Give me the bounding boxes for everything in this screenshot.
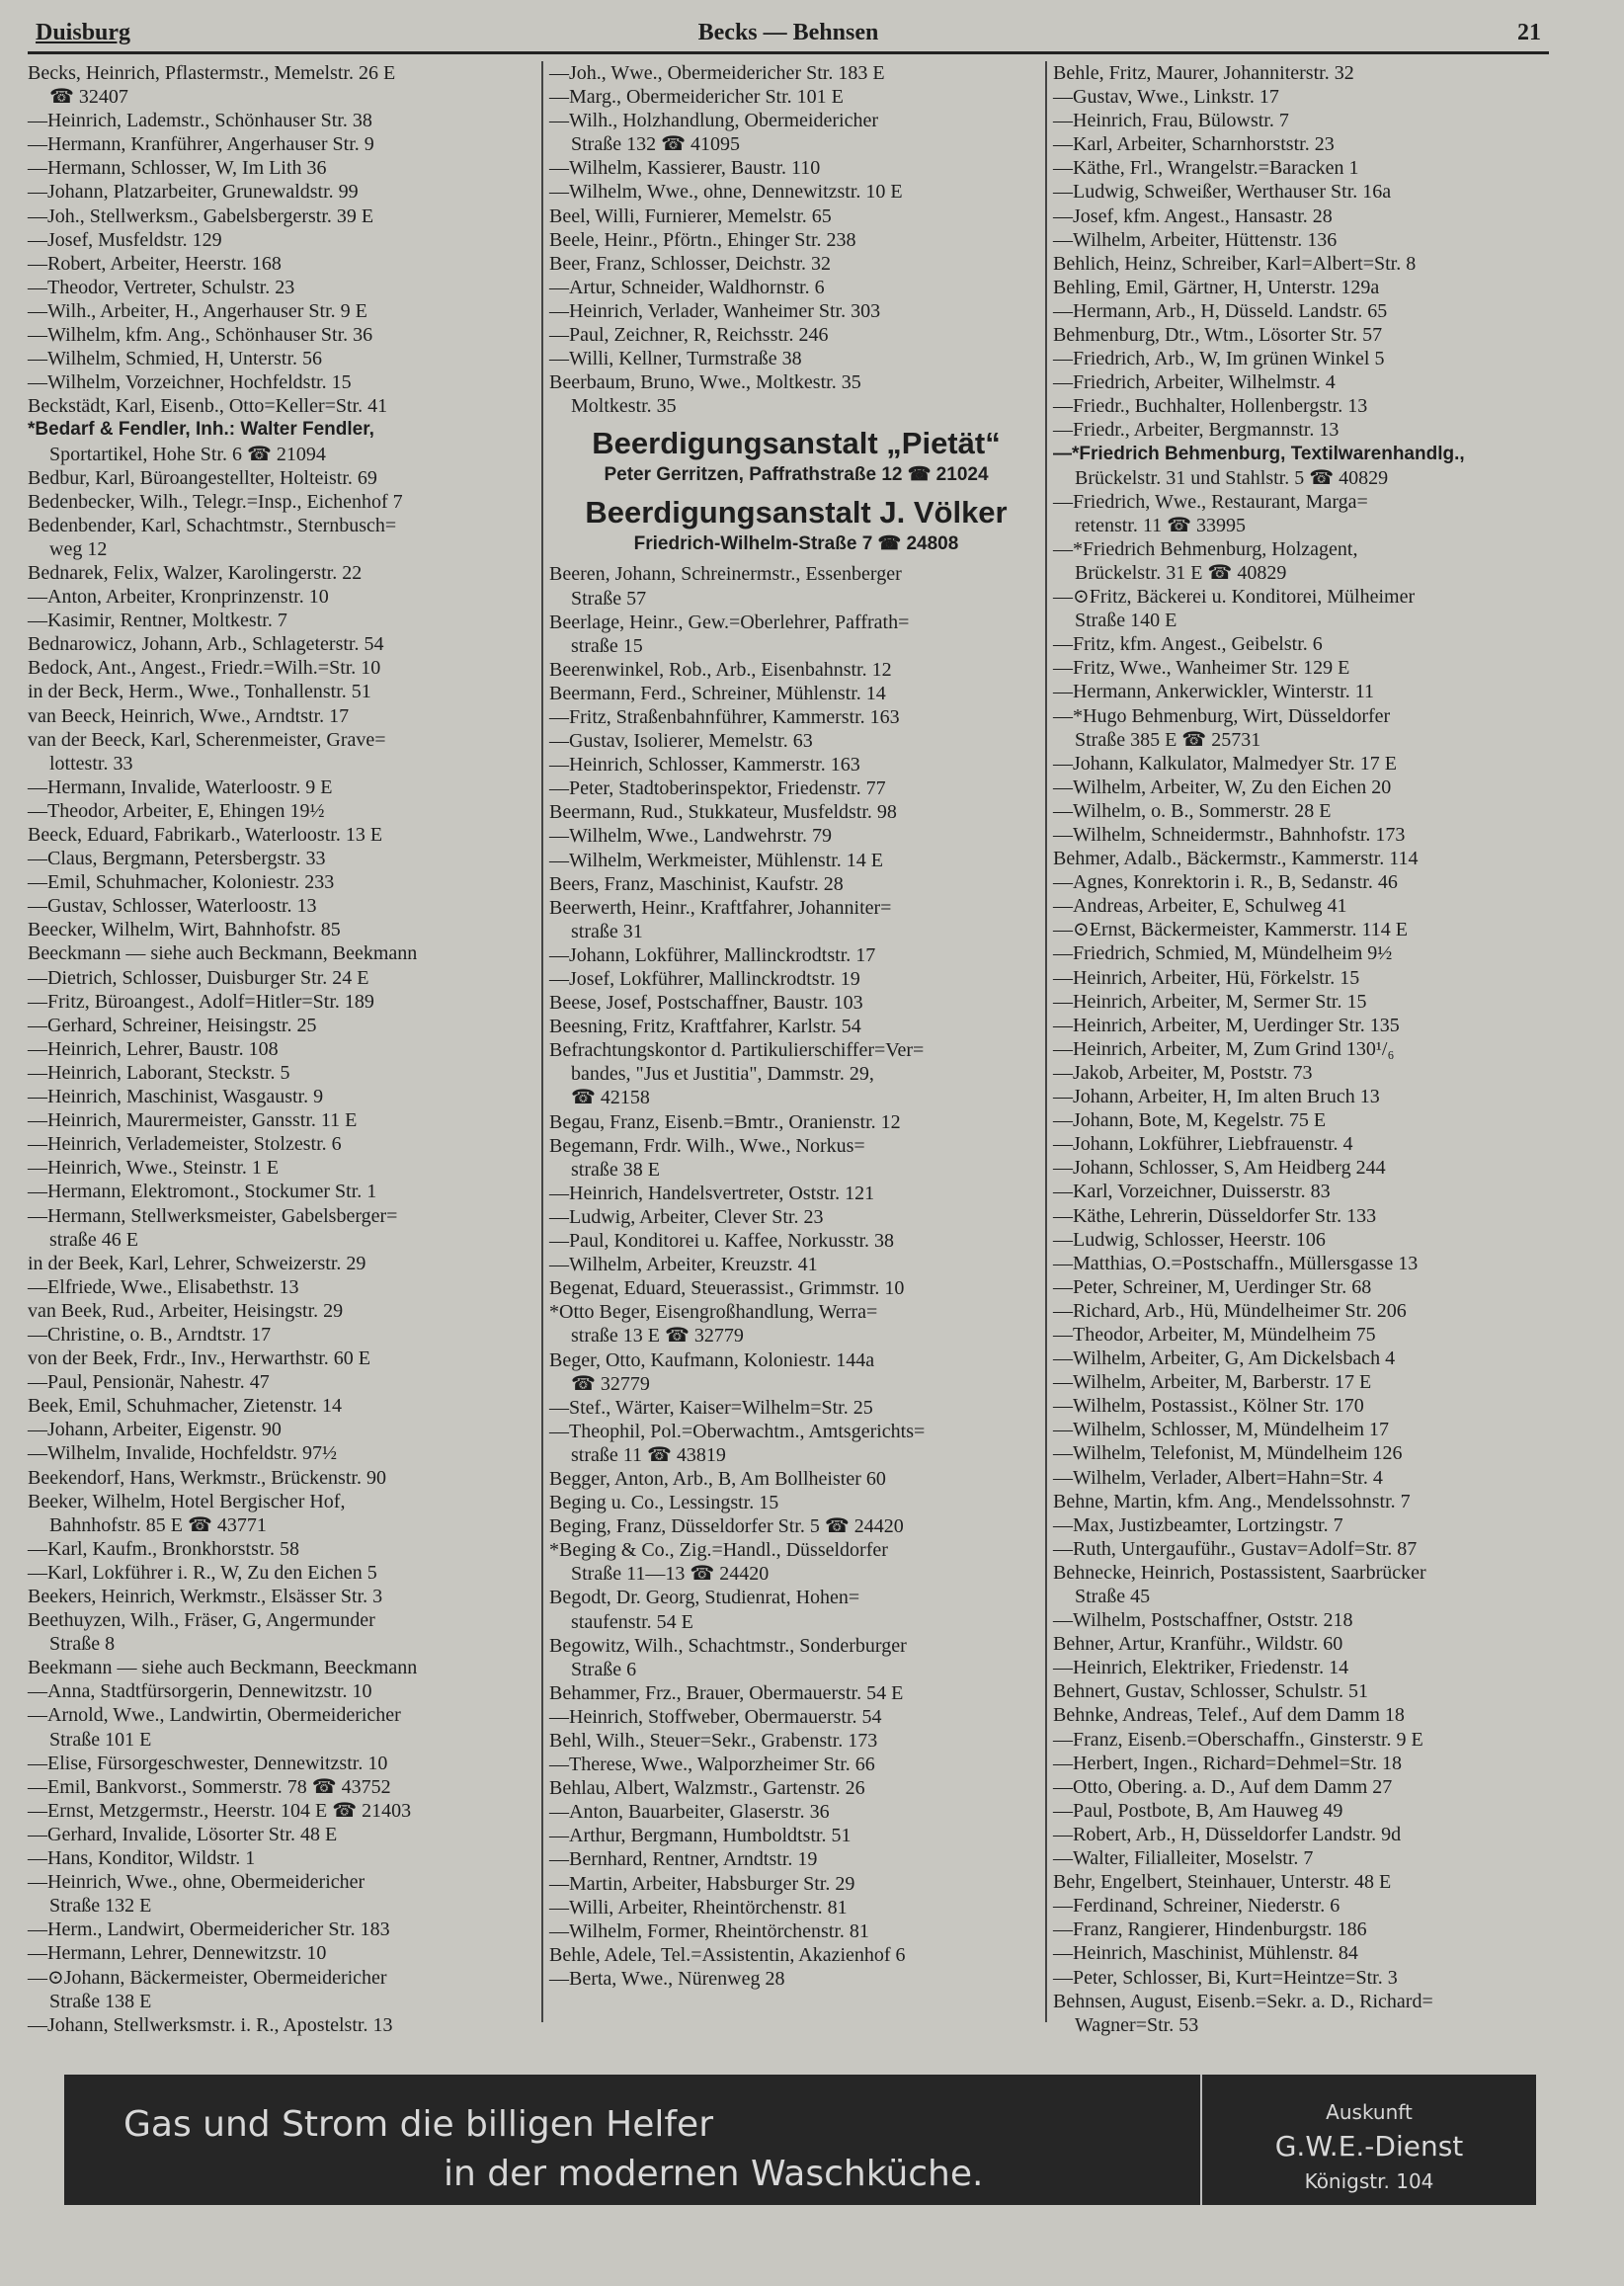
directory-entry: —Ludwig, Arbeiter, Clever Str. 23 bbox=[549, 1205, 824, 1228]
directory-entry: —Wilhelm, Postschaffner, Oststr. 218 bbox=[1053, 1609, 1353, 1632]
entry-continuation-line: Straße 138 E bbox=[49, 1990, 152, 2012]
directory-entry: —Wilhelm, Schmied, H, Unterstr. 56 bbox=[28, 348, 323, 370]
directory-entry: —Ferdinand, Schreiner, Niederstr. 6 bbox=[1053, 1895, 1340, 1918]
entry-continuation-line: straße 31 bbox=[571, 920, 643, 942]
directory-entry: —Johann, Lokführer, Mallinckrodtstr. 17 bbox=[549, 943, 876, 966]
ad-address: Peter Gerritzen, Paffrathstraße 12 ☎ 21024 bbox=[604, 464, 989, 486]
directory-entry: —Paul, Pensionär, Nahestr. 47 bbox=[28, 1371, 270, 1394]
directory-entry: —Heinrich, Arbeiter, Hü, Förkelstr. 15 bbox=[1053, 966, 1360, 989]
directory-entry: —*Friedrich Behmenburg, Holzagent, bbox=[1053, 537, 1358, 560]
directory-entry: —Gerhard, Schreiner, Heisingstr. 25 bbox=[28, 1014, 317, 1036]
entry-continuation-line: straße 15 bbox=[571, 634, 643, 657]
directory-entry: —Martin, Arbeiter, Habsburger Str. 29 bbox=[549, 1872, 855, 1895]
directory-entry: —Wilh., Holzhandlung, Obermeidericher bbox=[549, 110, 878, 132]
directory-entry: —Theodor, Arbeiter, M, Mündelheim 75 bbox=[1053, 1323, 1376, 1346]
directory-entry: —Heinrich, Maschinist, Wasgaustr. 9 bbox=[28, 1086, 324, 1108]
directory-entry: Beerlage, Heinr., Gew.=Oberlehrer, Paffrath= bbox=[549, 611, 910, 633]
directory-entry: Begger, Anton, Arb., B, Am Bollheister 60 bbox=[549, 1467, 886, 1490]
directory-entry: Behnsen, August, Eisenb.=Sekr. a. D., Richard= bbox=[1053, 1990, 1433, 2012]
directory-entry: —Peter, Schreiner, M, Uerdinger Str. 68 bbox=[1053, 1275, 1372, 1298]
directory-entry: —*Friedrich Behmenburg, Textilwarenhandlg., bbox=[1053, 443, 1465, 464]
directory-entry: van der Beeck, Karl, Scherenmeister, Grave= bbox=[28, 728, 386, 751]
directory-entry: —Max, Justizbeamter, Lortzingstr. 7 bbox=[1053, 1513, 1343, 1536]
directory-entry: —Stef., Wärter, Kaiser=Wilhelm=Str. 25 bbox=[549, 1396, 873, 1419]
directory-entry: —Anton, Bauarbeiter, Glaserstr. 36 bbox=[549, 1801, 830, 1824]
directory-entry: —Heinrich, Arbeiter, M, Zum Grind 130¹/₆ bbox=[1053, 1037, 1395, 1060]
directory-entry: Bednarek, Felix, Walzer, Karolingerstr. 22 bbox=[28, 561, 363, 584]
directory-entry: Beerwerth, Heinr., Kraftfahrer, Johanniter= bbox=[549, 896, 892, 919]
directory-entry: —Otto, Obering. a. D., Auf dem Damm 27 bbox=[1053, 1775, 1393, 1798]
directory-entry: —Karl, Vorzeichner, Duisserstr. 83 bbox=[1053, 1181, 1331, 1203]
directory-entry: —Wilhelm, Arbeiter, Hüttenstr. 136 bbox=[1053, 228, 1338, 251]
directory-entry: —Wilhelm, Arbeiter, G, Am Dickelsbach 4 bbox=[1053, 1347, 1396, 1370]
directory-entry: Becks, Heinrich, Pflastermstr., Memelstr. 26 E bbox=[28, 62, 396, 84]
directory-entry: —⊙Johann, Bäckermeister, Obermeidericher bbox=[28, 1966, 387, 1989]
directory-entry: Behr, Engelbert, Steinhauer, Unterstr. 48 E bbox=[1053, 1871, 1392, 1894]
directory-entry: —Heinrich, Frau, Bülowstr. 7 bbox=[1053, 110, 1289, 132]
page-number: 21 bbox=[1517, 20, 1541, 45]
directory-entry: —Theophil, Pol.=Oberwachtm., Amtsgerichts= bbox=[549, 1420, 926, 1442]
entry-continuation-line: Brückelstr. 31 und Stahlstr. 5 ☎ 40829 bbox=[1075, 466, 1389, 489]
directory-entry: —Hermann, Schlosser, W, Im Lith 36 bbox=[28, 157, 327, 180]
directory-entry: —Paul, Konditorei u. Kaffee, Norkusstr. 38 bbox=[549, 1230, 895, 1253]
directory-entry: —Josef, Lokführer, Mallinckrodtstr. 19 bbox=[549, 968, 860, 990]
directory-entry: Behnecke, Heinrich, Postassistent, Saarbrücker bbox=[1053, 1561, 1426, 1584]
page-header bbox=[28, 14, 1549, 54]
directory-entry: —Walter, Filialleiter, Moselstr. 7 bbox=[1053, 1847, 1314, 1870]
directory-entry: —Willi, Kellner, Turmstraße 38 bbox=[549, 348, 802, 370]
directory-entry: Behnke, Andreas, Telef., Auf dem Damm 18 bbox=[1053, 1704, 1405, 1727]
directory-entry: —Friedr., Arbeiter, Bergmannstr. 13 bbox=[1053, 419, 1340, 442]
directory-entry: —⊙Ernst, Bäckermeister, Kammerstr. 114 E bbox=[1053, 919, 1409, 941]
directory-entry: Behlau, Albert, Walzmstr., Gartenstr. 26 bbox=[549, 1777, 865, 1800]
directory-entry: —Karl, Arbeiter, Scharnhorststr. 23 bbox=[1053, 133, 1335, 156]
directory-entry: *Bedarf & Fendler, Inh.: Walter Fendler, bbox=[28, 419, 374, 441]
directory-entry: Begodt, Dr. Georg, Studienrat, Hohen= bbox=[549, 1587, 860, 1609]
directory-entry: Beekmann — siehe auch Beckmann, Beeckmann bbox=[28, 1657, 418, 1679]
directory-entry: —Arthur, Bergmann, Humboldtstr. 51 bbox=[549, 1825, 852, 1847]
directory-entry: Behle, Fritz, Maurer, Johanniterstr. 32 bbox=[1053, 62, 1354, 84]
directory-entry: Beermann, Ferd., Schreiner, Mühlenstr. 14 bbox=[549, 682, 886, 704]
directory-entry: —Therese, Wwe., Walporzheimer Str. 66 bbox=[549, 1754, 875, 1776]
directory-entry: —Wilhelm, Wwe., Landwehrstr. 79 bbox=[549, 825, 832, 848]
directory-entry: —Arnold, Wwe., Landwirtin, Obermeidericher bbox=[28, 1704, 401, 1727]
directory-entry: —Fritz, Büroangest., Adolf=Hitler=Str. 189 bbox=[28, 990, 374, 1013]
directory-entry: Beeren, Johann, Schreinermstr., Essenberger bbox=[549, 563, 902, 586]
entry-continuation-line: Straße 140 E bbox=[1075, 610, 1177, 632]
entry-continuation-line: Straße 132 ☎ 41095 bbox=[571, 133, 741, 156]
directory-entry: Beekendorf, Hans, Werkmstr., Brückenstr. 90 bbox=[28, 1466, 386, 1489]
directory-entry: in der Beek, Karl, Lehrer, Schweizerstr. 29 bbox=[28, 1252, 366, 1274]
directory-entry: —Ludwig, Schlosser, Heerstr. 106 bbox=[1053, 1228, 1326, 1251]
directory-entry: van Beek, Rud., Arbeiter, Heisingstr. 29 bbox=[28, 1299, 344, 1322]
entry-continuation-line: Straße 132 E bbox=[49, 1895, 152, 1918]
directory-entry: —Gerhard, Invalide, Lösorter Str. 48 E bbox=[28, 1823, 338, 1845]
advertisement-pietaet bbox=[549, 424, 1043, 487]
directory-entry: —Johann, Arbeiter, H, Im alten Bruch 13 bbox=[1053, 1086, 1380, 1108]
directory-entry: —Matthias, O.=Postschaffn., Müllersgasse 13 bbox=[1053, 1252, 1419, 1274]
directory-entry: Begowitz, Wilh., Schachtmstr., Sonderburger bbox=[549, 1634, 907, 1657]
directory-entry: —Elise, Fürsorgeschwester, Dennewitzstr. 10 bbox=[28, 1752, 388, 1774]
directory-entry: Beckstädt, Karl, Eisenb., Otto=Keller=Str. 41 bbox=[28, 395, 388, 418]
directory-entry: —Johann, Lokführer, Liebfrauenstr. 4 bbox=[1053, 1133, 1353, 1156]
entry-continuation-line: Brückelstr. 31 E ☎ 40829 bbox=[1075, 561, 1287, 584]
directory-entry: Beeker, Wilhelm, Hotel Bergischer Hof, bbox=[28, 1490, 346, 1512]
directory-entry: —Christine, o. B., Arndtstr. 17 bbox=[28, 1323, 272, 1346]
entry-continuation-line: Sportartikel, Hohe Str. 6 ☎ 21094 bbox=[49, 443, 326, 465]
directory-entry: —Jakob, Arbeiter, M, Poststr. 73 bbox=[1053, 1061, 1313, 1084]
directory-entry: —Claus, Bergmann, Petersbergstr. 33 bbox=[28, 848, 326, 870]
directory-entry: —Willi, Arbeiter, Rheintörchenstr. 81 bbox=[549, 1896, 848, 1919]
directory-entry: Beers, Franz, Maschinist, Kaufstr. 28 bbox=[549, 872, 844, 895]
ad-title: Beerdigungsanstalt J. Völker bbox=[585, 495, 1008, 531]
directory-entry: Beeck, Eduard, Fabrikarb., Waterloostr. 13 E bbox=[28, 824, 383, 846]
directory-entry: —Andreas, Arbeiter, E, Schulweg 41 bbox=[1053, 895, 1347, 918]
entry-continuation-line: Straße 11—13 ☎ 24420 bbox=[571, 1563, 770, 1586]
directory-entry: in der Beck, Herm., Wwe., Tonhallenstr. 51 bbox=[28, 681, 371, 703]
directory-entry: —Hans, Konditor, Wildstr. 1 bbox=[28, 1847, 256, 1870]
directory-entry: —Hermann, Lehrer, Dennewitzstr. 10 bbox=[28, 1942, 327, 1965]
entry-continuation-line: Wagner=Str. 53 bbox=[1075, 2013, 1199, 2036]
directory-entry: —Bernhard, Rentner, Arndtstr. 19 bbox=[549, 1848, 818, 1871]
entry-continuation-line: straße 38 E bbox=[571, 1158, 660, 1181]
directory-entry: —Heinrich, Maschinist, Mühlenstr. 84 bbox=[1053, 1942, 1358, 1965]
directory-entry: —Käthe, Lehrerin, Düsseldorfer Str. 133 bbox=[1053, 1204, 1377, 1227]
directory-entry: —Agnes, Konrektorin i. R., B, Sedanstr. 46 bbox=[1053, 871, 1398, 894]
directory-entry: —Heinrich, Wwe., ohne, Obermeidericher bbox=[28, 1871, 365, 1894]
directory-entry: —Gustav, Schlosser, Waterloostr. 13 bbox=[28, 895, 317, 918]
directory-entry: —Robert, Arbeiter, Heerstr. 168 bbox=[28, 252, 282, 275]
directory-entry: —Johann, Platzarbeiter, Grunewaldstr. 99 bbox=[28, 181, 359, 204]
ad-title: Beerdigungsanstalt „Pietät“ bbox=[592, 426, 1001, 461]
directory-entry: Beecker, Wilhelm, Wirt, Bahnhofstr. 85 bbox=[28, 919, 341, 941]
directory-entry: —Hermann, Stellwerksmeister, Gabelsberger= bbox=[28, 1204, 398, 1227]
banner-info-label: Auskunft bbox=[1326, 2100, 1413, 2124]
directory-entry: —Emil, Schuhmacher, Koloniestr. 233 bbox=[28, 871, 335, 894]
directory-entry: Beese, Josef, Postschaffner, Baustr. 103 bbox=[549, 992, 863, 1015]
directory-entry: —Johann, Stellwerksmstr. i. R., Apostelstr. 13 bbox=[28, 2013, 393, 2036]
directory-entry: —Wilhelm, Arbeiter, Kreuzstr. 41 bbox=[549, 1254, 818, 1276]
directory-entry: —Heinrich, Laborant, Steckstr. 5 bbox=[28, 1061, 290, 1084]
entry-continuation-line: Straße 45 bbox=[1075, 1586, 1151, 1607]
entry-continuation-line: straße 11 ☎ 43819 bbox=[571, 1443, 726, 1466]
entry-continuation-line: straße 46 E bbox=[49, 1228, 138, 1251]
directory-entry: —Elfriede, Wwe., Elisabethstr. 13 bbox=[28, 1275, 299, 1298]
directory-entry: —Artur, Schneider, Waldhornstr. 6 bbox=[549, 276, 825, 298]
banner-slogan-line-2: in der modernen Waschküche. bbox=[444, 2154, 984, 2194]
directory-entry: —Heinrich, Lademstr., Schönhauser Str. 38 bbox=[28, 110, 372, 132]
directory-entry: —Heinrich, Schlosser, Kammerstr. 163 bbox=[549, 754, 860, 776]
directory-entry: —⊙Fritz, Bäckerei u. Konditorei, Mülheimer bbox=[1053, 586, 1416, 609]
directory-entry: Behmer, Adalb., Bäckermstr., Kammerstr. 114 bbox=[1053, 848, 1419, 870]
directory-entry: —Hermann, Ankerwickler, Winterstr. 11 bbox=[1053, 681, 1374, 703]
directory-entry: Beging u. Co., Lessingstr. 15 bbox=[549, 1492, 779, 1514]
directory-entry: Beele, Heinr., Pförtn., Ehinger Str. 238 bbox=[549, 228, 856, 251]
directory-entry: —Herm., Landwirt, Obermeidericher Str. 183 bbox=[28, 1919, 390, 1941]
directory-entry: —Heinrich, Lehrer, Baustr. 108 bbox=[28, 1037, 279, 1060]
entry-continuation-line: ☎ 32779 bbox=[571, 1372, 650, 1395]
directory-entry: —Anna, Stadtfürsorgerin, Dennewitzstr. 10 bbox=[28, 1680, 372, 1703]
directory-entry: Bedenbender, Karl, Schachtmstr., Sternbusch= bbox=[28, 514, 397, 536]
entry-continuation-line: Moltkestr. 35 bbox=[571, 395, 677, 418]
directory-entry: Beethuyzen, Wilh., Fräser, G, Angermunder bbox=[28, 1609, 375, 1632]
directory-entry: —Wilhelm, Schneidermstr., Bahnhofstr. 173 bbox=[1053, 824, 1406, 846]
advertisement-voelker bbox=[549, 493, 1043, 556]
directory-entry: *Otto Beger, Eisengroßhandlung, Werra= bbox=[549, 1301, 878, 1324]
directory-column-2 bbox=[541, 61, 1043, 2022]
directory-entry: Behammer, Frz., Brauer, Obermauerstr. 54 E bbox=[549, 1681, 904, 1704]
ad-address: Friedrich-Wilhelm-Straße 7 ☎ 24808 bbox=[633, 533, 959, 555]
directory-entry: —Wilhelm, o. B., Sommerstr. 28 E bbox=[1053, 799, 1332, 822]
directory-entry: —Joh., Stellwerksm., Gabelsbergerstr. 39 E bbox=[28, 204, 374, 227]
entry-continuation-line: weg 12 bbox=[49, 537, 108, 560]
entry-continuation-line: Straße 57 bbox=[571, 587, 647, 610]
directory-entry: —Kasimir, Rentner, Moltkestr. 7 bbox=[28, 610, 287, 632]
directory-entry: —Franz, Eisenb.=Oberschaffn., Ginsterstr. 9 E bbox=[1053, 1728, 1423, 1751]
directory-entry: —Hermann, Kranführer, Angerhauser Str. 9 bbox=[28, 133, 374, 156]
directory-entry: Beeckmann — siehe auch Beckmann, Beekmann bbox=[28, 942, 418, 965]
directory-entry: —Marg., Obermeidericher Str. 101 E bbox=[549, 86, 844, 109]
directory-entry: —Berta, Wwe., Nürenweg 28 bbox=[549, 1967, 785, 1990]
directory-entry: —*Hugo Behmenburg, Wirt, Düsseldorfer bbox=[1053, 704, 1391, 727]
directory-entry: —Wilhelm, Arbeiter, W, Zu den Eichen 20 bbox=[1053, 776, 1392, 798]
directory-entry: —Fritz, Wwe., Wanheimer Str. 129 E bbox=[1053, 657, 1350, 680]
directory-column-1 bbox=[28, 61, 531, 2037]
directory-entry: —Emil, Bankvorst., Sommerstr. 78 ☎ 43752 bbox=[28, 1775, 391, 1798]
directory-entry: —Heinrich, Stoffweber, Obermauerstr. 54 bbox=[549, 1705, 882, 1728]
directory-entry: —Heinrich, Handelsvertreter, Oststr. 121 bbox=[549, 1182, 875, 1204]
directory-entry: Behl, Wilh., Steuer=Sekr., Grabenstr. 173 bbox=[549, 1730, 878, 1752]
directory-entry: —Wilhelm, Werkmeister, Mühlenstr. 14 E bbox=[549, 849, 884, 871]
directory-entry: Begemann, Frdr. Wilh., Wwe., Norkus= bbox=[549, 1134, 865, 1157]
directory-entry: —Friedr., Buchhalter, Hollenbergstr. 13 bbox=[1053, 395, 1368, 418]
directory-entry: —Heinrich, Verlademeister, Stolzestr. 6 bbox=[28, 1133, 342, 1156]
directory-entry: —Joh., Wwe., Obermeidericher Str. 183 E bbox=[549, 62, 885, 84]
directory-entry: Beerenwinkel, Rob., Arb., Eisenbahnstr. 12 bbox=[549, 658, 892, 681]
directory-entry: Begenat, Eduard, Steuerassist., Grimmstr. 10 bbox=[549, 1277, 905, 1300]
header-name-range: Becks — Behnsen bbox=[697, 20, 879, 45]
directory-entry: —Friedrich, Wwe., Restaurant, Marga= bbox=[1053, 490, 1368, 513]
directory-entry: —Wilhelm, Schlosser, M, Mündelheim 17 bbox=[1053, 1419, 1390, 1441]
directory-entry: Behlich, Heinz, Schreiber, Karl=Albert=Str. 8 bbox=[1053, 252, 1417, 275]
entry-continuation-line: staufenstr. 54 E bbox=[571, 1610, 693, 1633]
banner-slogan-line-1: Gas und Strom die billigen Helfer bbox=[123, 2104, 714, 2145]
directory-entry: —Josef, kfm. Angest., Hansastr. 28 bbox=[1053, 204, 1333, 227]
directory-entry: Bednarowicz, Johann, Arb., Schlageterstr. 54 bbox=[28, 633, 384, 656]
directory-entry: —Heinrich, Arbeiter, M, Sermer Str. 15 bbox=[1053, 990, 1367, 1013]
directory-entry: —Käthe, Frl., Wrangelstr.=Baracken 1 bbox=[1053, 157, 1359, 180]
entry-continuation-line: ☎ 32407 bbox=[49, 86, 128, 109]
banner-address: Königstr. 104 bbox=[1304, 2169, 1434, 2193]
directory-entry: —Wilhelm, Telefonist, M, Mündelheim 126 bbox=[1053, 1442, 1403, 1465]
entry-continuation-line: straße 13 E ☎ 32779 bbox=[571, 1325, 744, 1347]
directory-entry: —Friedrich, Arb., W, Im grünen Winkel 5 bbox=[1053, 348, 1385, 370]
directory-entry: —Johann, Schlosser, S, Am Heidberg 244 bbox=[1053, 1157, 1386, 1180]
directory-entry: —Gustav, Wwe., Linkstr. 17 bbox=[1053, 86, 1279, 109]
header-city: Duisburg bbox=[36, 20, 131, 45]
directory-entry: —Fritz, Straßenbahnführer, Kammerstr. 163 bbox=[549, 705, 900, 728]
directory-entry: —Ernst, Metzgermstr., Heerstr. 104 E ☎ 21403 bbox=[28, 1799, 412, 1822]
directory-entry: —Wilhelm, Postassist., Kölner Str. 170 bbox=[1053, 1395, 1364, 1418]
directory-entry: Beekers, Heinrich, Werkmstr., Elsässer Str. 3 bbox=[28, 1586, 383, 1607]
directory-entry: —Wilhelm, Vorzeichner, Hochfeldstr. 15 bbox=[28, 371, 352, 394]
directory-entry: Behner, Artur, Kranführ., Wildstr. 60 bbox=[1053, 1633, 1343, 1656]
directory-entry: Behling, Emil, Gärtner, H, Unterstr. 129a bbox=[1053, 276, 1380, 298]
directory-entry: —Hermann, Invalide, Waterloostr. 9 E bbox=[28, 776, 333, 798]
directory-entry: —Paul, Postbote, B, Am Hauweg 49 bbox=[1053, 1799, 1343, 1822]
directory-entry: —Ruth, Untergauführ., Gustav=Adolf=Str. 87 bbox=[1053, 1537, 1418, 1560]
directory-entry: —Peter, Stadtoberinspektor, Friedenstr. 77 bbox=[549, 777, 886, 800]
directory-entry: —Herbert, Ingen., Richard=Dehmel=Str. 18 bbox=[1053, 1752, 1403, 1774]
directory-entry: —Fritz, kfm. Angest., Geibelstr. 6 bbox=[1053, 633, 1323, 656]
directory-entry: —Wilhelm, Arbeiter, M, Barberstr. 17 E bbox=[1053, 1371, 1372, 1394]
directory-entry: —Richard, Arb., Hü, Mündelheimer Str. 206 bbox=[1053, 1299, 1407, 1322]
directory-entry: —Karl, Lokführer i. R., W, Zu den Eichen 5 bbox=[28, 1561, 377, 1584]
entry-continuation-line: Straße 6 bbox=[571, 1658, 637, 1680]
directory-entry: —Heinrich, Wwe., Steinstr. 1 E bbox=[28, 1157, 280, 1180]
directory-entry: Behne, Martin, kfm. Ang., Mendelssohnstr. 7 bbox=[1053, 1490, 1411, 1512]
directory-entry: —Heinrich, Maurermeister, Gansstr. 11 E bbox=[28, 1109, 358, 1132]
directory-entry: —Ludwig, Schweißer, Werthauser Str. 16a bbox=[1053, 181, 1392, 204]
directory-entry: Beel, Willi, Furnierer, Memelstr. 65 bbox=[549, 204, 832, 227]
directory-entry: —Dietrich, Schlosser, Duisburger Str. 24 E bbox=[28, 966, 369, 989]
entry-continuation-line: Straße 385 E ☎ 25731 bbox=[1075, 728, 1261, 751]
directory-entry: —Wilh., Arbeiter, H., Angerhauser Str. 9 E bbox=[28, 299, 367, 322]
entry-continuation-line: retenstr. 11 ☎ 33995 bbox=[1075, 514, 1247, 536]
directory-entry: —Paul, Zeichner, R, Reichsstr. 246 bbox=[549, 324, 829, 347]
directory-entry: —Robert, Arb., H, Düsseldorfer Landstr. 9d bbox=[1053, 1823, 1402, 1845]
directory-entry: Beerbaum, Bruno, Wwe., Moltkestr. 35 bbox=[549, 371, 861, 394]
directory-entry: —Heinrich, Verlader, Wanheimer Str. 303 bbox=[549, 299, 881, 322]
advertisement-banner bbox=[64, 2075, 1536, 2205]
directory-entry: —Peter, Schlosser, Bi, Kurt=Heintze=Str. 3 bbox=[1053, 1966, 1398, 1989]
directory-entry: van Beeck, Heinrich, Wwe., Arndtstr. 17 bbox=[28, 704, 350, 727]
directory-entry: —Anton, Arbeiter, Kronprinzenstr. 10 bbox=[28, 586, 329, 609]
directory-entry: von der Beek, Frdr., Inv., Herwarthstr. 60 E bbox=[28, 1347, 370, 1370]
directory-entry: —Wilhelm, Verlader, Albert=Hahn=Str. 4 bbox=[1053, 1466, 1383, 1489]
banner-company: G.W.E.-Dienst bbox=[1274, 2130, 1464, 2163]
directory-entry: Behle, Adele, Tel.=Assistentin, Akazienhof 6 bbox=[549, 1943, 906, 1966]
entry-continuation-line: Straße 101 E bbox=[49, 1728, 152, 1751]
directory-entry: Beer, Franz, Schlosser, Deichstr. 32 bbox=[549, 252, 831, 275]
directory-entry: —Gustav, Isolierer, Memelstr. 63 bbox=[549, 730, 813, 753]
directory-entry: —Franz, Rangierer, Hindenburgstr. 186 bbox=[1053, 1919, 1367, 1941]
directory-entry: —Johann, Bote, M, Kegelstr. 75 E bbox=[1053, 1109, 1327, 1132]
directory-entry: —Hermann, Elektromont., Stockumer Str. 1 bbox=[28, 1181, 377, 1203]
directory-entry: Bedenbecker, Wilh., Telegr.=Insp., Eichenhof 7 bbox=[28, 490, 403, 513]
directory-entry: —Karl, Kaufm., Bronkhorststr. 58 bbox=[28, 1537, 299, 1560]
directory-entry: —Wilhelm, kfm. Ang., Schönhauser Str. 36 bbox=[28, 324, 373, 347]
directory-entry: —Theodor, Vertreter, Schulstr. 23 bbox=[28, 276, 295, 298]
directory-entry: Beermann, Rud., Stukkateur, Musfeldstr. 98 bbox=[549, 801, 897, 824]
entry-continuation-line: Straße 8 bbox=[49, 1633, 116, 1656]
directory-entry: *Beging & Co., Zig.=Handl., Düsseldorfer bbox=[549, 1539, 888, 1562]
entry-continuation-line: ☎ 42158 bbox=[571, 1087, 650, 1109]
directory-entry: —Heinrich, Arbeiter, M, Uerdinger Str. 135 bbox=[1053, 1014, 1400, 1036]
directory-entry: —Theodor, Arbeiter, E, Ehingen 19½ bbox=[28, 799, 325, 822]
directory-entry: Bedock, Ant., Angest., Friedr.=Wilh.=Str. 10 bbox=[28, 657, 381, 680]
entry-continuation-line: Bahnhofstr. 85 E ☎ 43771 bbox=[49, 1513, 267, 1536]
directory-entry: —Johann, Kalkulator, Malmedyer Str. 17 E bbox=[1053, 752, 1398, 775]
directory-entry: —Wilhelm, Kassierer, Baustr. 110 bbox=[549, 157, 821, 180]
directory-entry: —Wilhelm, Wwe., ohne, Dennewitzstr. 10 E bbox=[549, 181, 903, 204]
directory-entry: Beesning, Fritz, Kraftfahrer, Karlstr. 54 bbox=[549, 1016, 861, 1038]
directory-entry: Bedbur, Karl, Büroangestellter, Holteistr. 69 bbox=[28, 466, 377, 489]
directory-entry: —Hermann, Arb., H, Düsseld. Landstr. 65 bbox=[1053, 299, 1388, 322]
directory-entry: Beging, Franz, Düsseldorfer Str. 5 ☎ 24420 bbox=[549, 1515, 904, 1538]
directory-entry: —Wilhelm, Invalide, Hochfeldstr. 97½ bbox=[28, 1442, 338, 1465]
directory-entry: Befrachtungskontor d. Partikulierschiffer=Ver= bbox=[549, 1039, 925, 1062]
entry-continuation-line: lottestr. 33 bbox=[49, 752, 133, 775]
directory-entry: —Johann, Arbeiter, Eigenstr. 90 bbox=[28, 1419, 282, 1441]
entry-continuation-line: bandes, "Jus et Justitia", Dammstr. 29, bbox=[571, 1063, 874, 1086]
directory-entry: —Friedrich, Schmied, M, Mündelheim 9½ bbox=[1053, 942, 1393, 965]
directory-entry: —Wilhelm, Former, Rheintörchenstr. 81 bbox=[549, 1919, 869, 1942]
directory-column-3 bbox=[1045, 61, 1551, 2036]
directory-entry: —Friedrich, Arbeiter, Wilhelmstr. 4 bbox=[1053, 371, 1336, 394]
directory-entry: Behnert, Gustav, Schlosser, Schulstr. 51 bbox=[1053, 1680, 1368, 1703]
directory-entry: —Josef, Musfeldstr. 129 bbox=[28, 228, 222, 251]
directory-entry: Beger, Otto, Kaufmann, Koloniestr. 144a bbox=[549, 1348, 875, 1371]
directory-entry: Beek, Emil, Schuhmacher, Zietenstr. 14 bbox=[28, 1395, 343, 1418]
directory-entry: Behmenburg, Dtr., Wtm., Lösorter Str. 57 bbox=[1053, 324, 1383, 347]
directory-entry: Begau, Franz, Eisenb.=Bmtr., Oranienstr. 12 bbox=[549, 1110, 901, 1133]
directory-entry: —Heinrich, Elektriker, Friedenstr. 14 bbox=[1053, 1657, 1349, 1679]
